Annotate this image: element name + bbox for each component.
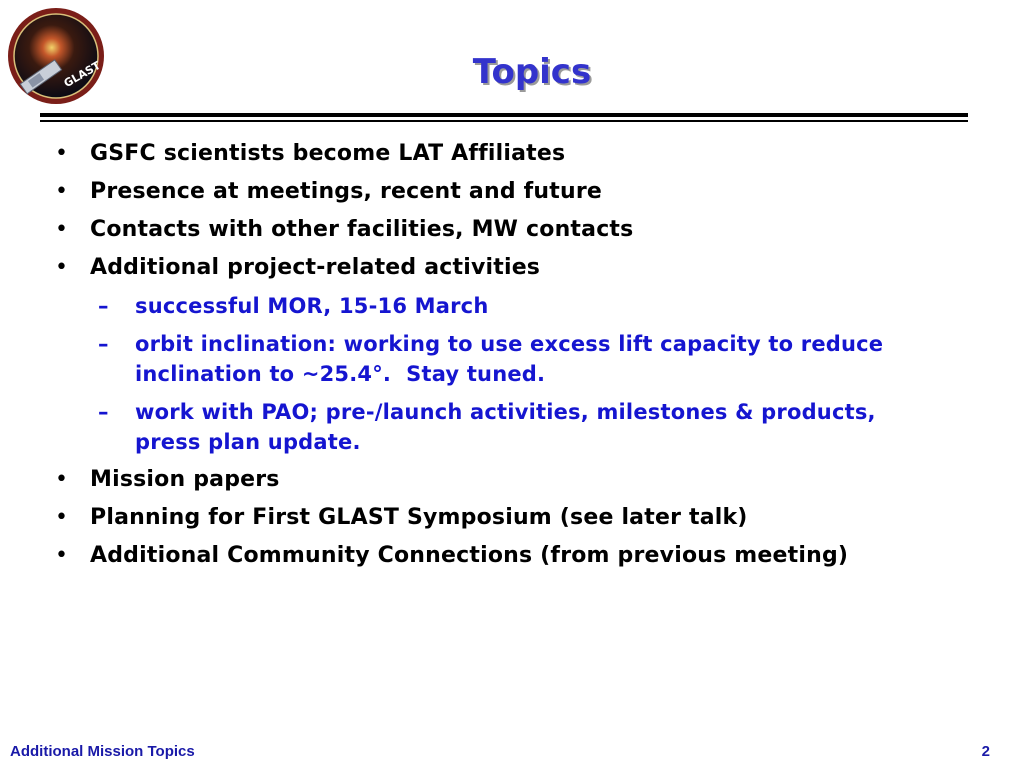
dash-icon: – bbox=[98, 400, 109, 424]
bullet-text: Additional Community Connections (from previous meeting) bbox=[90, 543, 849, 568]
bullet-text: Planning for First GLAST Symposium (see later talk) bbox=[90, 505, 748, 530]
bullet-item bbox=[52, 503, 952, 533]
bullet-text: Mission papers bbox=[90, 467, 280, 492]
bullet-text: GSFC scientists become LAT Affiliates bbox=[90, 141, 566, 166]
bullet-icon: • bbox=[55, 467, 69, 492]
dash-icon: – bbox=[98, 294, 109, 318]
bullet-item bbox=[52, 541, 952, 571]
bullet-icon: • bbox=[55, 543, 69, 568]
bullet-item bbox=[52, 177, 952, 207]
page-title: Topics bbox=[472, 52, 592, 92]
dash-icon: – bbox=[98, 332, 109, 356]
bullet-text: Contacts with other facilities, MW contacts bbox=[90, 217, 634, 242]
bullet-list bbox=[52, 139, 952, 579]
bullet-icon: • bbox=[55, 217, 69, 242]
page-number: 2 bbox=[981, 743, 990, 760]
bullet-item bbox=[52, 215, 952, 245]
sub-bullet-text: work with PAO; pre-/launch activities, milestones & products, press plan update. bbox=[135, 400, 876, 454]
logo-text: GLAST bbox=[61, 58, 103, 91]
sub-bullet-text: orbit inclination: working to use excess lift capacity to reduce inclination to ~25.4°. Stay tuned. bbox=[135, 332, 891, 386]
bullet-text: Presence at meetings, recent and future bbox=[90, 179, 603, 204]
sub-bullet-text: successful MOR, 15-16 March bbox=[135, 294, 489, 318]
bullet-icon: • bbox=[55, 179, 69, 204]
bullet-item bbox=[52, 465, 952, 495]
bullet-item bbox=[52, 253, 952, 283]
sub-bullet-item bbox=[98, 291, 915, 321]
bullet-icon: • bbox=[55, 505, 69, 530]
bullet-text: Additional project-related activities bbox=[90, 255, 541, 280]
bullet-icon: • bbox=[55, 141, 69, 166]
footer-title: Additional Mission Topics bbox=[10, 743, 195, 760]
sub-bullet-item bbox=[98, 397, 915, 457]
title-divider-thin bbox=[40, 120, 968, 122]
title-divider-thick bbox=[40, 113, 968, 117]
bullet-item bbox=[52, 139, 952, 169]
sub-bullet-item bbox=[98, 329, 915, 389]
bullet-icon: • bbox=[55, 255, 69, 280]
